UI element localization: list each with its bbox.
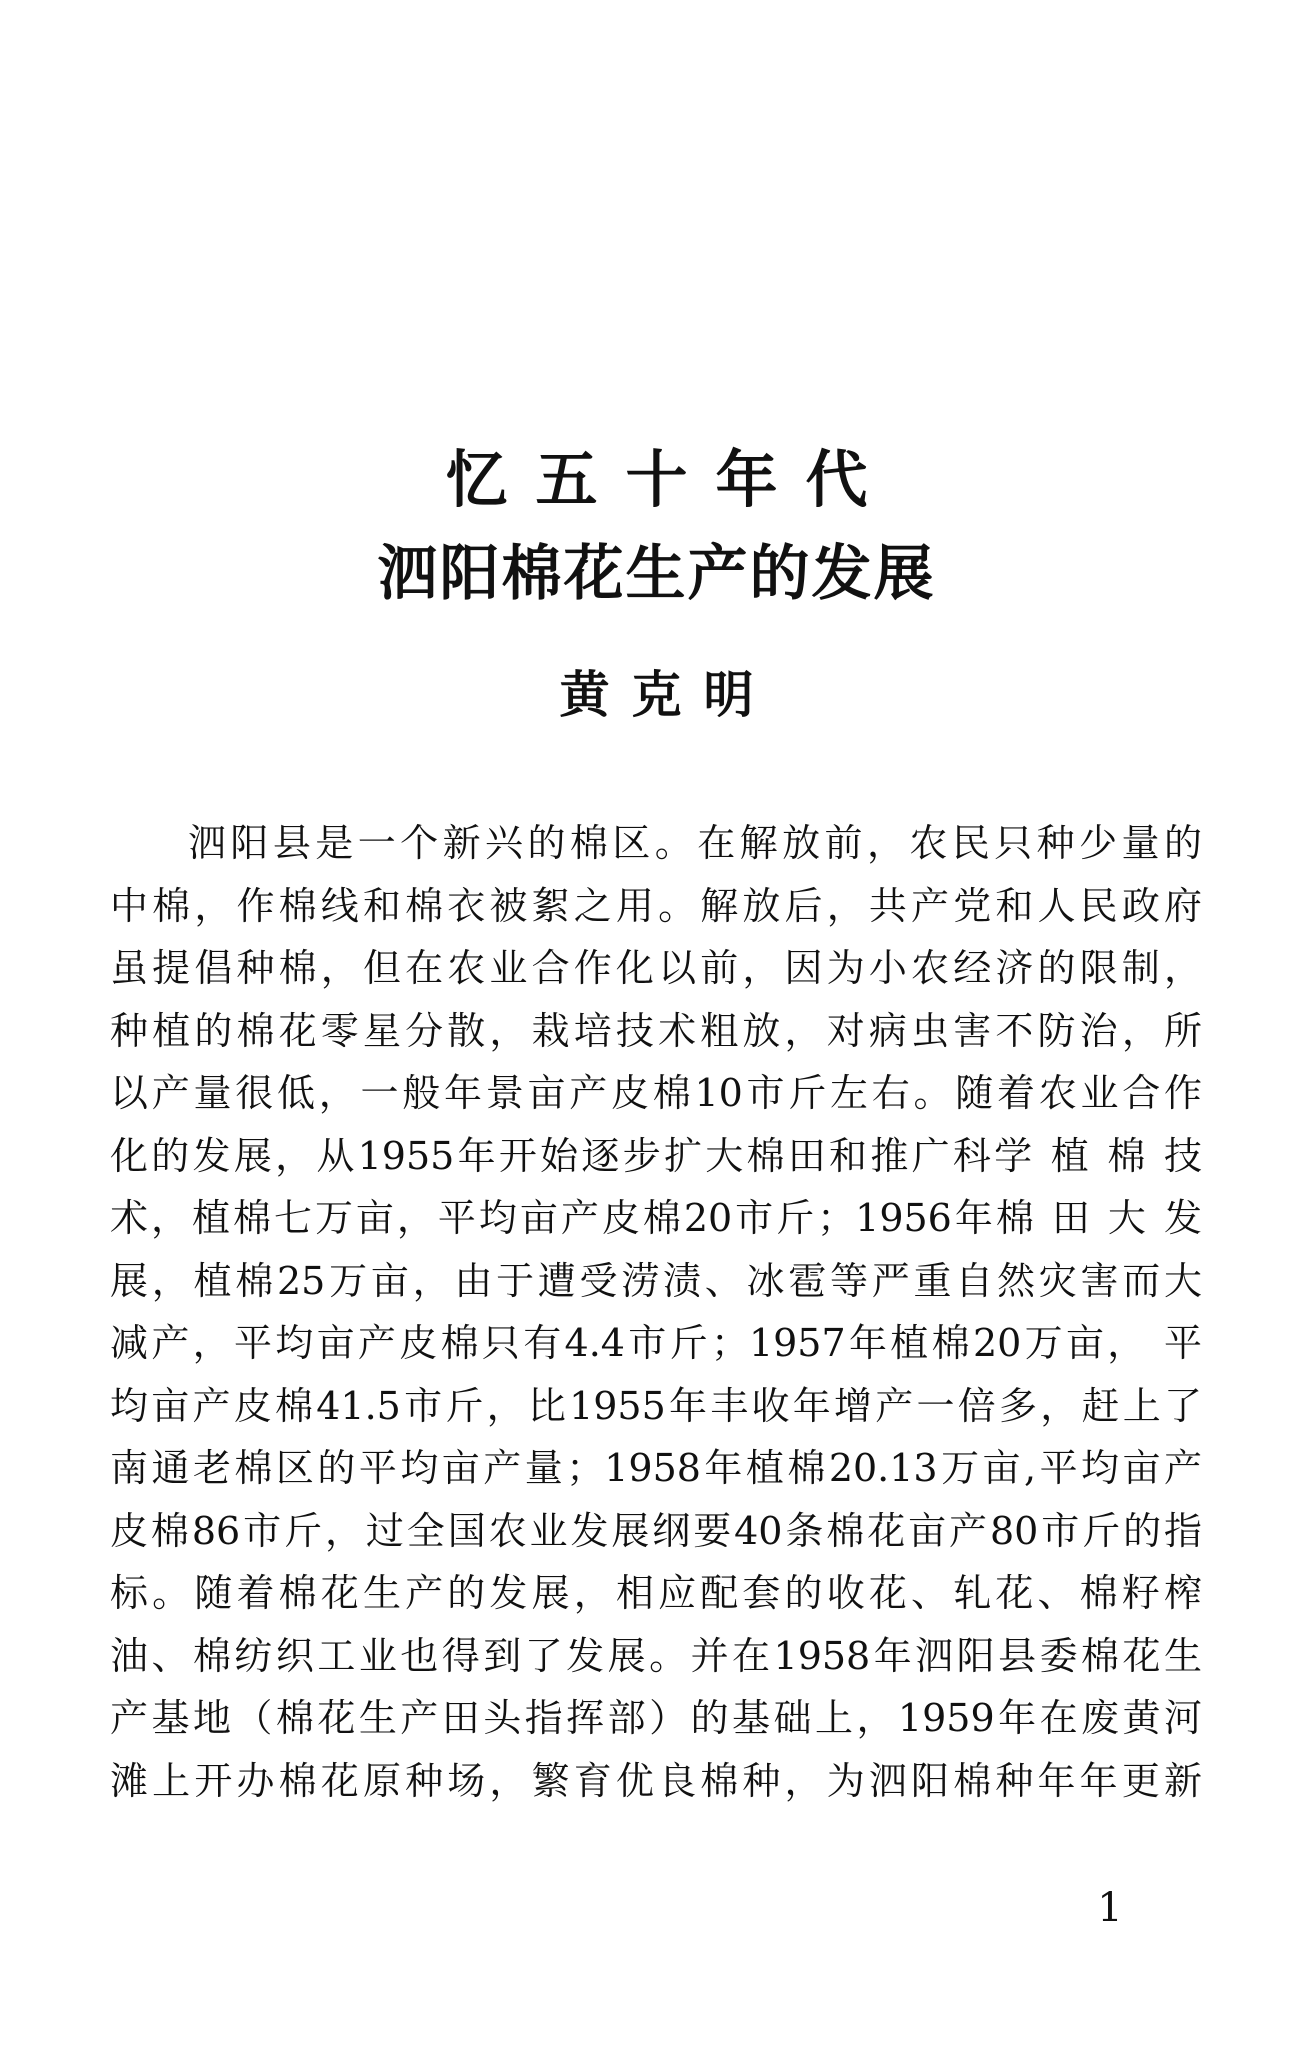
page-number: 1 [1097,1885,1123,1931]
body-paragraph [110,812,1202,1812]
title-line-1: 忆五十年代 [445,443,896,516]
paragraph-line: 标。随着棉花生产的发展，相应配套的收花、轧花、棉籽榨 [110,1571,1202,1615]
paragraph-line: 南通老棉区的平均亩产量；1958年植棉20.13万亩,平均亩产 [110,1446,1202,1490]
paragraph-line: 展，植棉25万亩，由于遭受涝渍、冰雹等严重自然灾害而大 [110,1258,1202,1303]
paragraph-line: 均亩产皮棉41.5市斤，比1955年丰收年增产一倍多，赶上了 [110,1383,1202,1428]
paragraph-line: 虽提倡种棉，但在农业合作化以前，因为小农经济的限制， [110,946,1202,990]
paragraph-line: 泗阳县是一个新兴的棉区。在解放前，农民只种少量的 [188,821,1202,865]
paragraph-line: 油、棉纺织工业也得到了发展。并在1958年泗阳县委棉花生 [110,1633,1202,1678]
title-line-2: 泗阳棉花生产的发展 [377,539,936,609]
paragraph-line: 产基地（棉花生产田头指挥部）的基础上，1959年在废黄河 [110,1696,1202,1740]
paragraph-line: 中棉，作棉线和棉衣被絮之用。解放后，共产党和人民政府 [110,883,1202,928]
paragraph-line: 皮棉86市斤，过全国农业发展纲要40条棉花亩产80市斤的指 [110,1508,1202,1553]
paragraph-line: 术，植棉七万亩，平均亩产皮棉20市斤；1956年棉 田 大 发 [110,1196,1202,1240]
paragraph-line: 减产，平均亩产皮棉只有4.4市斤；1957年植棉20万亩， 平 [110,1321,1202,1365]
paragraph-line: 以产量很低，一般年景亩产皮棉10市斤左右。随着农业合作 [110,1071,1202,1115]
paragraph-line: 种植的棉花零星分散，栽培技术粗放，对病虫害不防治，所 [110,1008,1202,1053]
author-name: 黄克明 [559,665,776,724]
paragraph-line: 滩上开办棉花原种场，繁育优良棉种，为泗阳棉种年年更新 [110,1758,1202,1803]
paragraph-line: 化的发展，从1955年开始逐步扩大棉田和推广科学 植 棉 技 [110,1133,1202,1178]
